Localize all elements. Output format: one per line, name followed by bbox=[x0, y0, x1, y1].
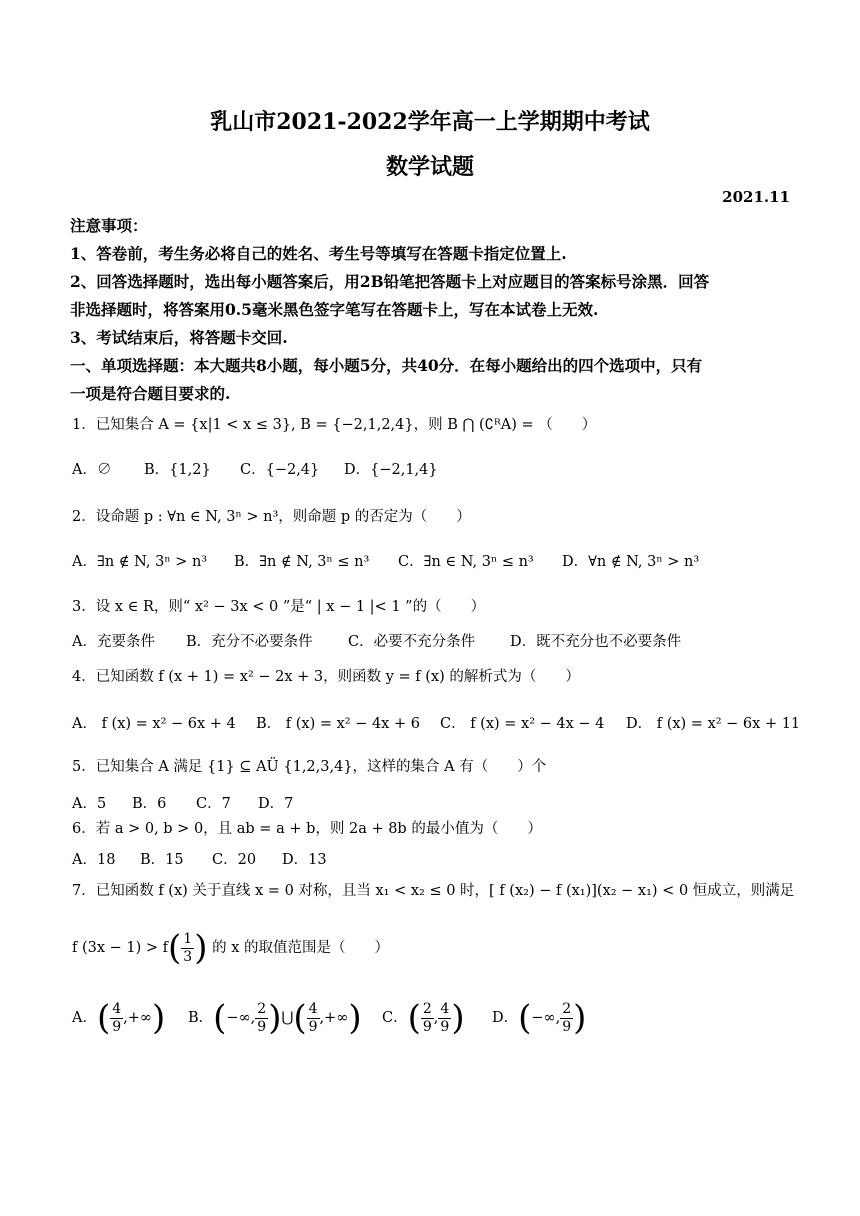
q6-option-b: B．15 bbox=[140, 852, 184, 868]
q6-option-d: D．13 bbox=[282, 852, 327, 868]
frac bbox=[438, 1001, 451, 1036]
d: 9 bbox=[562, 1018, 572, 1035]
q5-option-b: B．6 bbox=[132, 796, 167, 812]
n: 2 bbox=[562, 1000, 572, 1017]
union: ⋃ bbox=[281, 1010, 294, 1026]
q1-option-d: D．{−2,1,4} bbox=[344, 462, 438, 478]
paren: ( bbox=[213, 998, 227, 1038]
question-3-stem: 3．设 x ∈ R，则“ x² − 3x < 0 ”是“ | x − 1 |< 1 ”的（ ） bbox=[72, 599, 486, 615]
q6-option-a: A．18 bbox=[72, 852, 116, 868]
q5-option-d: D．7 bbox=[258, 796, 294, 812]
q1-option-b: B．{1,2} bbox=[144, 462, 211, 478]
n: 2 bbox=[257, 1000, 267, 1017]
d: 9 bbox=[112, 1018, 122, 1035]
exam-date: 2021.11 bbox=[722, 188, 790, 206]
frac bbox=[560, 1001, 573, 1036]
q3-option-a: A．充要条件 bbox=[72, 634, 155, 650]
q3-option-d: D．既不充分也不必要条件 bbox=[510, 634, 682, 650]
inf: −∞ bbox=[226, 1010, 251, 1026]
q2-option-a: A．∃n ∉ N, 3ⁿ > n³ bbox=[72, 554, 208, 570]
paren: ) bbox=[451, 998, 465, 1038]
q7-option-c bbox=[382, 998, 465, 1038]
paren: ) bbox=[268, 998, 282, 1038]
q3-option-c: C．必要不充分条件 bbox=[348, 634, 476, 650]
frac bbox=[307, 1001, 320, 1036]
inf: −∞ bbox=[531, 1010, 556, 1026]
d: 9 bbox=[440, 1018, 450, 1035]
inf: +∞ bbox=[127, 1010, 153, 1026]
q7-a-label: A． bbox=[72, 1010, 97, 1026]
comma: , bbox=[123, 1010, 128, 1026]
q5-option-a: A．5 bbox=[72, 796, 107, 812]
paren-left: ( bbox=[168, 928, 182, 968]
paren: ) bbox=[152, 998, 166, 1038]
frac-den: 3 bbox=[183, 948, 193, 965]
notice-item-2a: 2、回答选择题时，选出每小题答案后，用2B铅笔把答题卡上对应题目的答案标号涂黑．回答 bbox=[70, 272, 710, 291]
d: 9 bbox=[422, 1018, 432, 1035]
q7-b-label: B． bbox=[188, 1010, 214, 1026]
section-heading-1b: 一项是符合题目要求的. bbox=[70, 384, 231, 403]
q7-option-d bbox=[492, 998, 586, 1038]
q7-fraction bbox=[181, 931, 194, 966]
n: 4 bbox=[112, 1000, 122, 1017]
question-5-stem: 5．已知集合 A 满足 {1} ⊆ AÜ {1,2,3,4}，这样的集合 A 有（ ）个 bbox=[72, 759, 547, 775]
section-heading-1a: 一、单项选择题：本大题共8小题，每小题5分，共40分．在每小题给出的四个选项中，只有 bbox=[70, 356, 703, 375]
question-6-stem: 6．若 a > 0, b > 0，且 ab = a + b，则 2a + 8b 的最小值为（ ） bbox=[72, 821, 542, 837]
q1-option-a: A．∅ bbox=[72, 462, 112, 478]
frac bbox=[110, 1001, 123, 1036]
paren: ) bbox=[573, 998, 587, 1038]
q7-stem2-prefix: f (3x − 1) > f bbox=[72, 940, 169, 956]
q7-d-label: D． bbox=[492, 1010, 519, 1026]
notice-item-3: 3、考试结束后，将答题卡交回. bbox=[70, 328, 288, 347]
inf: +∞ bbox=[324, 1010, 349, 1026]
exam-title: 乳山市2021-2022学年高一上学期期中考试 bbox=[210, 109, 650, 135]
q2-option-c: C．∃n ∈ N, 3ⁿ ≤ n³ bbox=[398, 554, 534, 570]
q5-option-c: C．7 bbox=[196, 796, 231, 812]
q7-c-label: C． bbox=[382, 1010, 408, 1026]
question-7-stem-2 bbox=[72, 928, 794, 968]
q2-option-d: D．∀n ∉ N, 3ⁿ > n³ bbox=[562, 554, 700, 570]
q4-option-a: A． f (x) = x² − 6x + 4 bbox=[72, 716, 236, 732]
q1-option-c: C．{−2,4} bbox=[240, 462, 320, 478]
question-7-options bbox=[72, 998, 794, 1042]
question-4-stem: 4．已知函数 f (x + 1) = x² − 2x + 3，则函数 y = f (x) 的解析式为（ ） bbox=[72, 669, 580, 685]
d: 9 bbox=[257, 1018, 267, 1035]
q7-option-b bbox=[188, 998, 362, 1038]
paren: ( bbox=[293, 998, 307, 1038]
comma: , bbox=[319, 1010, 325, 1026]
frac bbox=[255, 1001, 268, 1036]
paren: ( bbox=[96, 998, 111, 1038]
paren: ( bbox=[518, 998, 532, 1038]
q7-option-a bbox=[72, 998, 165, 1038]
notice-item-2b: 非选择题时，将答案用0.5毫米黑色签字笔写在答题卡上，写在本试卷上无效. bbox=[70, 300, 599, 319]
q7-stem2-suffix: 的 x 的取值范围是（ ） bbox=[212, 940, 389, 956]
n: 2 bbox=[422, 1000, 432, 1017]
comma: , bbox=[555, 1010, 561, 1026]
comma: , bbox=[250, 1010, 256, 1026]
paren: ( bbox=[407, 998, 421, 1038]
notice-heading: 注意事项： bbox=[70, 216, 148, 235]
paren: ) bbox=[348, 998, 362, 1038]
notice-item-1: 1、答卷前，考生务必将自己的姓名、考生号等填写在答题卡指定位置上. bbox=[70, 244, 567, 263]
q3-option-b: B．充分不必要条件 bbox=[186, 634, 313, 650]
exam-subtitle: 数学试题 bbox=[385, 154, 474, 180]
question-7-stem: 7．已知函数 f (x) 关于直线 x = 0 对称，且当 x₁ < x₂ ≤ 0 时，[ f (x₂) − f (x₁)](x₂ − x₁) < 0 恒成立，则满足 bbox=[72, 883, 795, 899]
paren-right: ) bbox=[194, 928, 208, 968]
frac bbox=[421, 1001, 434, 1036]
q6-option-c: C．20 bbox=[212, 852, 257, 868]
q2-option-b: B．∃n ∉ N, 3ⁿ ≤ n³ bbox=[234, 554, 370, 570]
q4-option-b: B． f (x) = x² − 4x + 6 bbox=[256, 716, 420, 732]
question-1-stem: 1．已知集合 A = {x|1 < x ≤ 3}, B = {−2,1,2,4}，则 B ⋂ (∁ᴿA) = （ ） bbox=[72, 417, 597, 433]
n: 4 bbox=[440, 1000, 450, 1017]
q4-option-d: D． f (x) = x² − 6x + 11 bbox=[626, 716, 801, 732]
question-2-stem: 2．设命题 p : ∀n ∈ N, 3ⁿ > n³，则命题 p 的否定为（ ） bbox=[72, 509, 471, 525]
frac-num: 1 bbox=[183, 930, 193, 947]
q4-option-c: C． f (x) = x² − 4x − 4 bbox=[440, 716, 605, 732]
comma: , bbox=[433, 1010, 439, 1026]
d: 9 bbox=[308, 1018, 318, 1035]
n: 4 bbox=[308, 1000, 318, 1017]
